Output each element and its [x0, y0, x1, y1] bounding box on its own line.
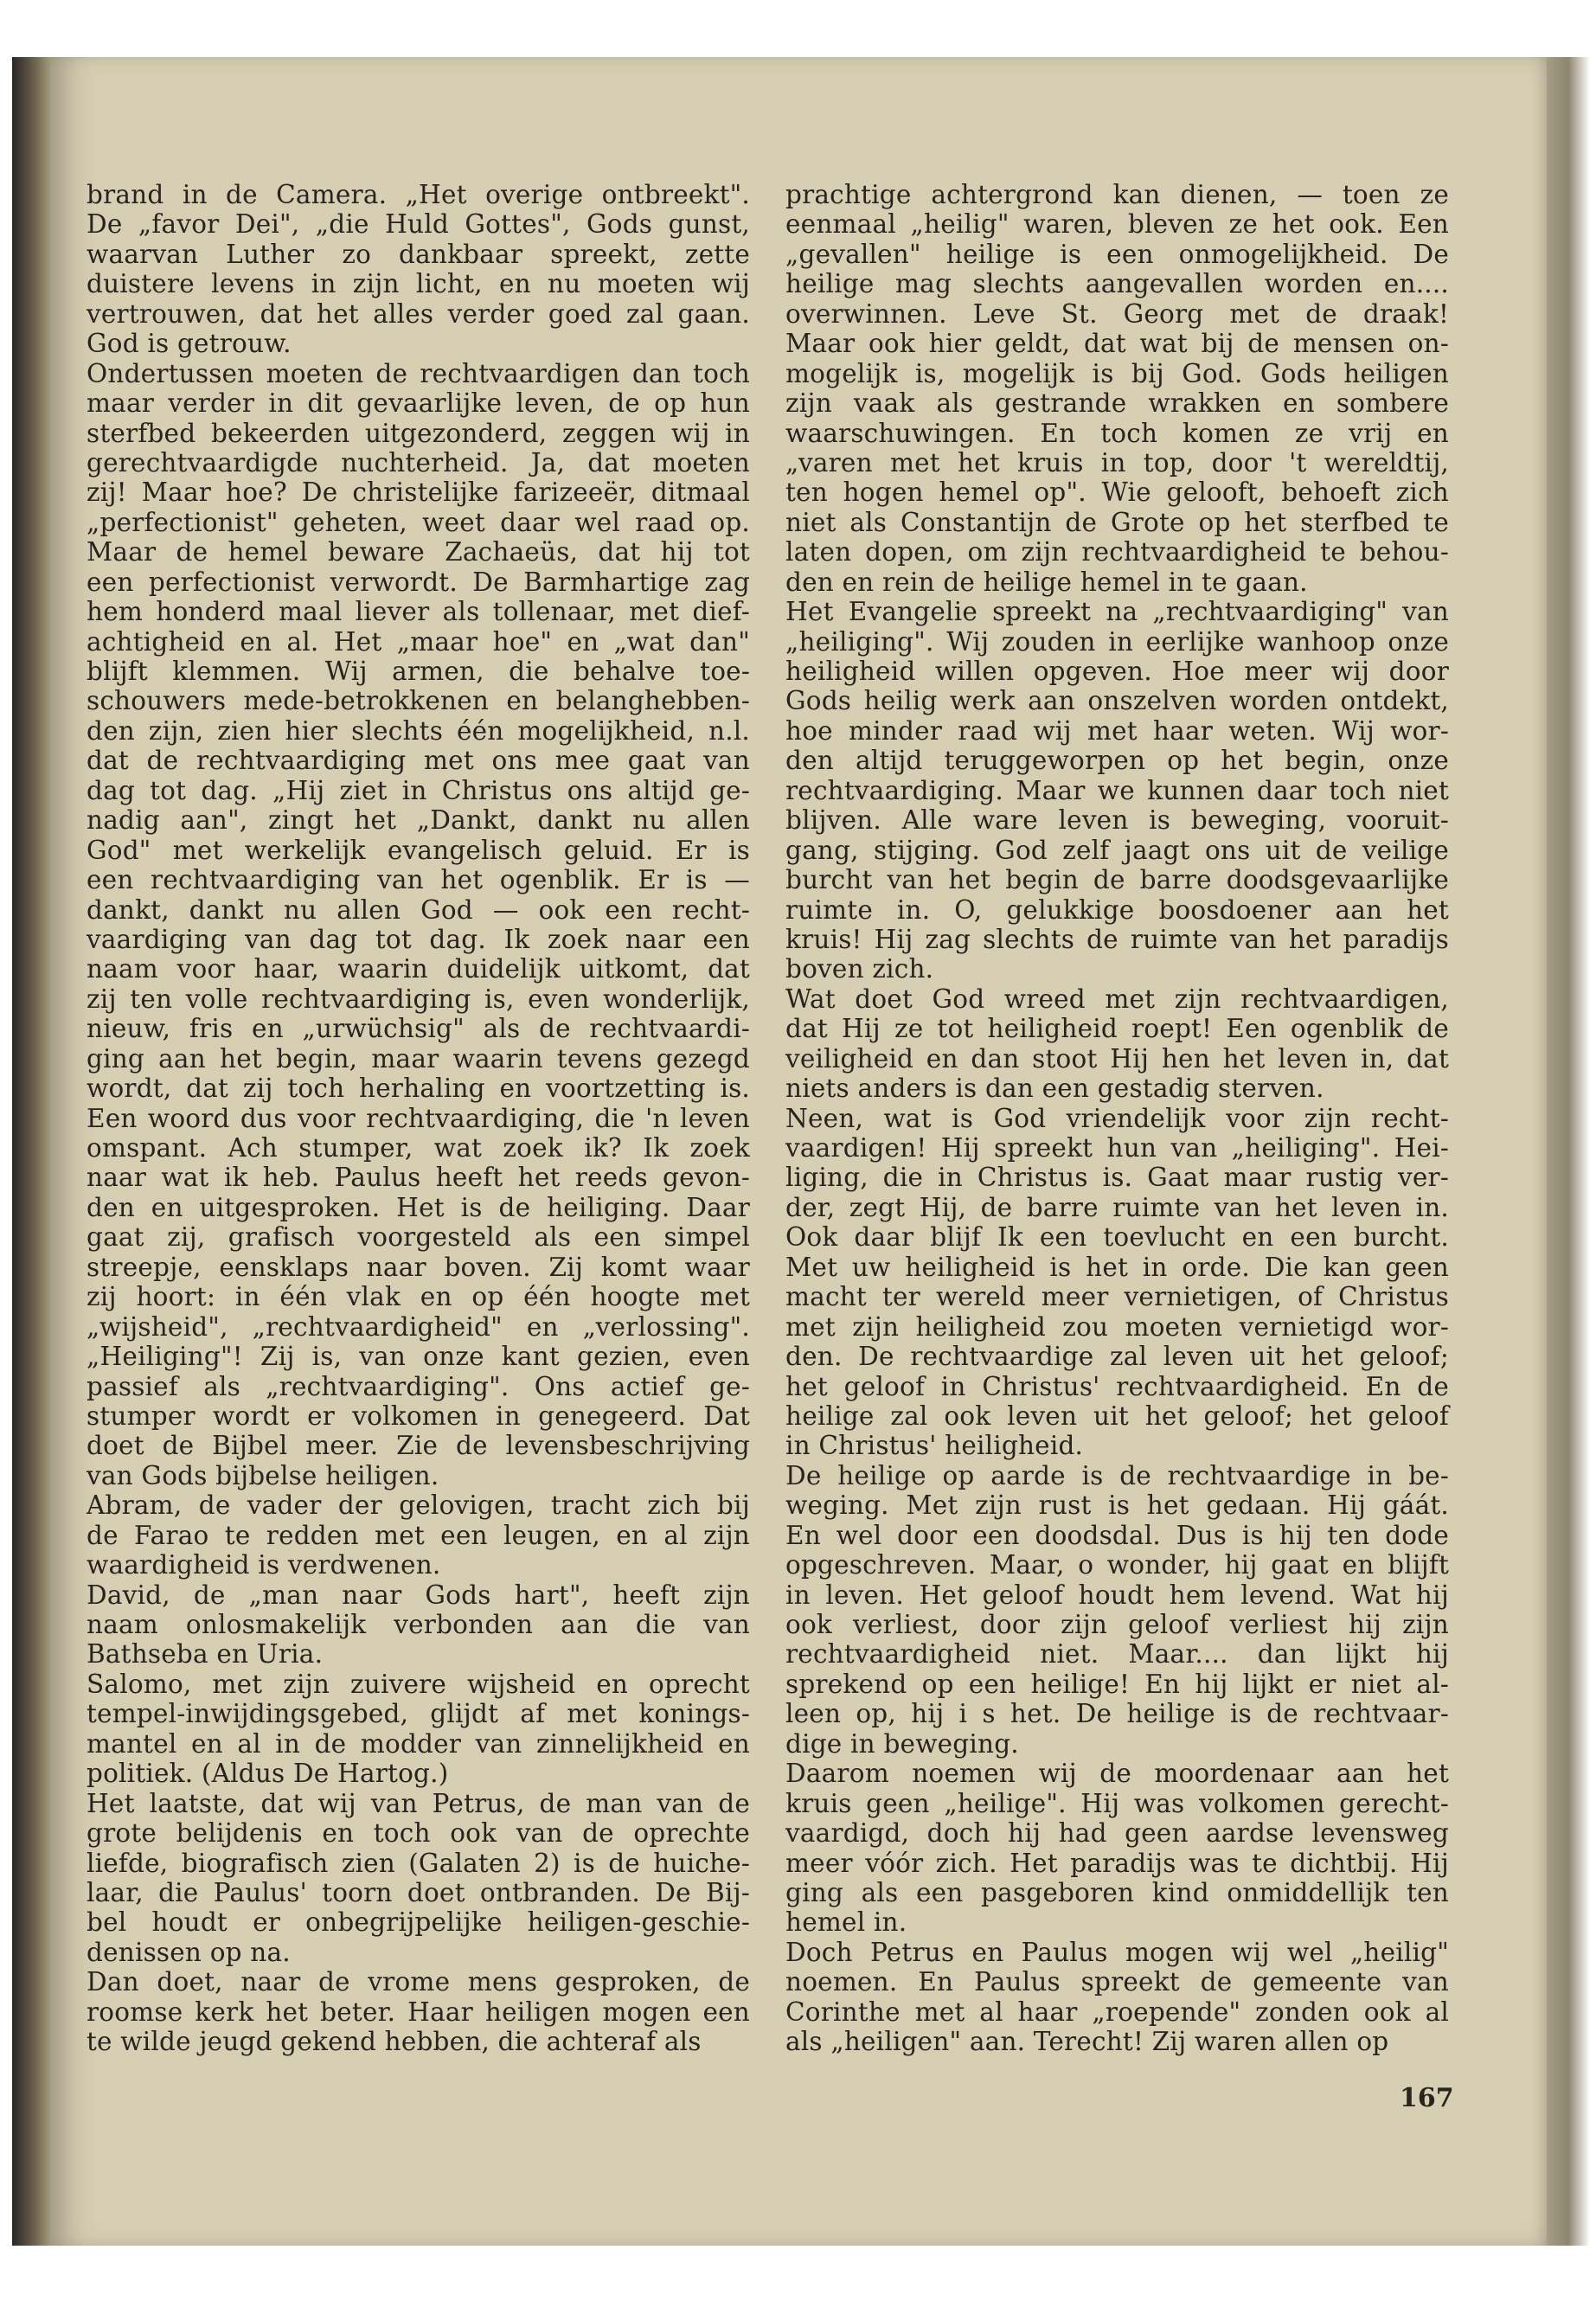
text-line: laar, die Paulus' toorn doet ontbranden. De Bij- — [87, 1877, 750, 1907]
text-line: dige in beweging. — [785, 1728, 1019, 1759]
text-line: mantel en al in de modder van zinnelijkheid en — [87, 1728, 750, 1759]
text-line: een rechtvaardiging van het ogenblik. Er is — — [87, 865, 750, 895]
scan-border — [0, 0, 1596, 57]
text-line: Ook daar blijf Ik een toevlucht en een burcht. — [785, 1222, 1449, 1253]
text-line: „varen met het kruis in top, door 't wereldtij, — [785, 447, 1449, 478]
text-line: boven zich. — [785, 954, 934, 984]
text-line: dankt, dankt nu allen God — ook een recht- — [87, 894, 750, 925]
text-line: opgeschreven. Maar, o wonder, hij gaat en blijft — [785, 1550, 1449, 1580]
text-line: doet de Bijbel meer. Zie de levensbeschrijving — [87, 1431, 750, 1461]
text-line: burcht van het begin de barre doodsgevaarlijke — [785, 865, 1449, 895]
text-line: „perfectionist" geheten, weet daar wel raad op. — [87, 507, 750, 537]
text-line: dag tot dag. „Hij ziet in Christus ons altijd ge- — [87, 775, 750, 805]
text-line: sterfbed bekeerden uitgezonderd, zeggen wij in — [87, 418, 750, 448]
text-line: mogelijk is, mogelijk is bij God. Gods heiligen — [785, 358, 1449, 388]
text-line: den altijd teruggeworpen op het begin, onze — [785, 746, 1449, 776]
text-line: God is getrouw. — [87, 329, 292, 359]
text-line: gang, stijging. God zelf jaagt ons uit de veilige — [785, 835, 1449, 865]
text-line: zij! Maar hoe? De christelijke farizeeër, ditmaal — [87, 478, 750, 508]
text-line: omspant. Ach stumper, wat zoek ik? Ik zoek — [87, 1133, 750, 1163]
text-line: heiligheid willen opgeven. Hoe meer wij door — [785, 657, 1449, 686]
text-line: de Farao te redden met een leugen, en al zijn — [87, 1520, 750, 1550]
text-line: „wijsheid", „rechtvaardigheid" en „verlossing". — [87, 1311, 750, 1342]
text-line: De „favor Dei", „die Huld Gottes", Gods gunst, — [87, 209, 750, 240]
text-line: bel houdt er onbegrijpelijke heiligen-geschie- — [87, 1907, 750, 1938]
text-line: politiek. (Aldus De Hartog.) — [87, 1759, 449, 1789]
text-line: vaardiging van dag tot dag. Ik zoek naar een — [87, 924, 750, 954]
text-line: meer vóór zich. Het paradijs was te dichtbij. Hij — [785, 1848, 1449, 1878]
text-line: den zijn, zien hier slechts één mogelijkheid, n.l. — [87, 715, 750, 746]
text-line: Neen, wat is God vriendelijk voor zijn recht- — [785, 1103, 1449, 1133]
text-line: liefde, biografisch zien (Galaten 2) is de huiche- — [87, 1848, 750, 1878]
text-line: hem honderd maal liever als tollenaar, met dief- — [87, 597, 750, 627]
page-number: 167 — [1400, 2083, 1454, 2113]
text-line: macht ter wereld meer vernietigen, of Christus — [785, 1282, 1449, 1312]
text-line: liging, die in Christus is. Gaat maar rustig ver- — [785, 1163, 1449, 1193]
text-line: vaardigen! Hij spreekt hun van „heiliging". Hei- — [785, 1133, 1449, 1163]
text-line: rechtvaardigheid niet. Maar.... dan lijkt hij — [785, 1639, 1449, 1670]
text-line: overwinnen. Leve St. Georg met de draak! — [785, 298, 1449, 329]
text-line: den en uitgesproken. Het is de heiliging. Daar — [87, 1192, 750, 1222]
text-line: waarschuwingen. En toch komen ze vrij en — [785, 418, 1449, 448]
text-line: Een woord dus voor rechtvaardiging, die 'n leven — [87, 1103, 750, 1133]
text-line: blijft klemmen. Wij armen, die behalve toe- — [87, 657, 750, 686]
text-line: dat de rechtvaardiging met ons mee gaat van — [87, 746, 750, 776]
text-line: Met uw heiligheid is het in orde. Die kan geen — [785, 1252, 1449, 1282]
text-line: zij ten volle rechtvaardiging is, even wonderlijk, — [87, 984, 750, 1014]
text-line: eenmaal „heilig" waren, bleven ze het ook. Een — [785, 209, 1449, 240]
text-line: De heilige op aarde is de rechtvaardige in be- — [785, 1460, 1449, 1490]
text-line: in leven. Het geloof houdt hem levend. Wat hij — [785, 1580, 1449, 1610]
text-line: ging aan het begin, maar waarin tevens gezegd — [87, 1043, 750, 1074]
text-line: het geloof in Christus' rechtvaardigheid. En de — [785, 1371, 1449, 1401]
text-line: „heiliging". Wij zouden in eerlijke wanhoop onze — [785, 626, 1449, 657]
text-line: Dan doet, naar de vrome mens gesproken, de — [87, 1967, 750, 1997]
text-line: hemel in. — [785, 1907, 907, 1938]
text-line: Wat doet God wreed met zijn rechtvaardigen, — [785, 984, 1449, 1014]
text-line: David, de „man naar Gods hart", heeft zijn — [87, 1580, 750, 1610]
text-line: nadig aan", zingt het „Dankt, dankt nu allen — [87, 805, 750, 836]
text-line: achtigheid en al. Het „maar hoe" en „wat dan" — [87, 626, 750, 657]
text-line: Maar ook hier geldt, dat wat bij de mensen on- — [785, 329, 1449, 359]
text-line: vaardigd, doch hij had geen aardse levensweg — [785, 1818, 1449, 1849]
text-line: nieuw, fris en „urwüchsig" als de rechtvaardi- — [87, 1014, 750, 1044]
text-line: „gevallen" heilige is een onmogelijkheid. De — [785, 239, 1449, 269]
text-line: En wel door een doodsdal. Dus is hij ten dode — [785, 1520, 1449, 1550]
text-line: gerechtvaardigde nuchterheid. Ja, dat moeten — [87, 447, 750, 478]
text-line: noemen. En Paulus spreekt de gemeente van — [785, 1967, 1449, 1997]
text-line: Maar de hemel beware Zachaeüs, dat hij tot — [87, 537, 750, 567]
text-line: hoe minder raad wij met haar weten. Wij wor- — [785, 715, 1449, 746]
text-line: vertrouwen, dat het alles verder goed zal gaan. — [87, 298, 750, 329]
text-line: Daarom noemen wij de moordenaar aan het — [785, 1759, 1449, 1789]
text-line: een perfectionist verwordt. De Barmhartige zag — [87, 567, 750, 597]
text-line: stumper wordt er volkomen in genegeerd. Dat — [87, 1400, 750, 1431]
text-line: van Gods bijbelse heiligen. — [87, 1460, 439, 1490]
text-line: Abram, de vader der gelovigen, tracht zich bij — [87, 1490, 750, 1521]
text-line: grote belijdenis en toch ook van de oprechte — [87, 1818, 750, 1849]
text-line: denissen op na. — [87, 1937, 291, 1967]
text-line: ten hogen hemel op". Wie gelooft, behoeft zich — [785, 478, 1449, 508]
text-line: schouwers mede-betrokkenen en belanghebben- — [87, 686, 750, 716]
text-line: ook verliest, door zijn geloof verliest hij zijn — [785, 1610, 1449, 1639]
text-line: Salomo, met zijn zuivere wijsheid en oprecht — [87, 1669, 750, 1699]
text-line: sprekend op een heilige! En hij lijkt er niet al- — [785, 1669, 1449, 1699]
text-line: leen op, hij i s het. De heilige is de rechtvaar- — [785, 1699, 1449, 1729]
text-line: der, zegt Hij, de barre ruimte van het leven in. — [785, 1192, 1449, 1222]
text-line: Gods heilig werk aan onszelven worden ontdekt, — [785, 686, 1449, 716]
text-line: veiligheid en dan stoot Hij hen het leven in, dat — [785, 1043, 1449, 1074]
right-column — [785, 180, 1449, 2057]
text-line: zijn vaak als gestrande wrakken en sombere — [785, 388, 1449, 419]
text-line: heilige zal ook leven uit het geloof; het geloof — [785, 1400, 1449, 1431]
text-line: ruimte in. O, gelukkige boosdoener aan het — [785, 894, 1449, 925]
text-line: waardigheid is verdwenen. — [87, 1550, 441, 1580]
text-line: brand in de Camera. „Het overige ontbreekt". — [87, 180, 750, 209]
text-line: in Christus' heiligheid. — [785, 1431, 1084, 1461]
text-line: Bathseba en Uria. — [87, 1639, 324, 1670]
text-line: passief als „rechtvaardiging". Ons actief ge- — [87, 1371, 750, 1401]
text-line: dat Hij ze tot heiligheid roept! Een ogenblik de — [785, 1014, 1449, 1044]
text-line: niets anders is dan een gestadig sterven. — [785, 1074, 1324, 1104]
text-line: heilige mag slechts aangevallen worden en.... — [785, 269, 1449, 299]
text-line: streepje, eensklaps naar boven. Zij komt waar — [87, 1252, 750, 1282]
left-column — [87, 180, 750, 2057]
page-edge — [1547, 57, 1590, 2246]
text-line: duistere levens in zijn licht, en nu moeten wij — [87, 269, 750, 299]
text-line: kruis! Hij zag slechts de ruimte van het paradijs — [785, 924, 1449, 954]
text-line: gaat zij, grafisch voorgesteld als een simpel — [87, 1222, 750, 1253]
text-line: prachtige achtergrond kan dienen, — toen ze — [785, 180, 1449, 209]
text-line: tempel-inwijdingsgebed, glijdt af met konings- — [87, 1699, 750, 1729]
text-line: Het Evangelie spreekt na „rechtvaardiging" van — [785, 597, 1449, 627]
text-line: met zijn heiligheid zou moeten vernietigd wor- — [785, 1311, 1449, 1342]
text-line: kruis geen „heilige". Hij was volkomen gerecht- — [785, 1788, 1449, 1818]
text-line: te wilde jeugd gekend hebben, die achteraf als — [87, 2027, 702, 2057]
text-line: als „heiligen" aan. Terecht! Zij waren allen op — [785, 2027, 1389, 2057]
text-line: roomse kerk het beter. Haar heiligen mogen een — [87, 1997, 750, 2027]
text-line: ging als een pasgeboren kind onmiddellijk ten — [785, 1877, 1449, 1907]
text-line: maar verder in dit gevaarlijke leven, de op hun — [87, 388, 750, 419]
text-line: wordt, dat zij toch herhaling en voortzetting is. — [87, 1074, 750, 1104]
text-line: God" met werkelijk evangelisch geluid. Er is — [87, 835, 750, 865]
text-line: den en rein de heilige hemel in te gaan. — [785, 567, 1308, 597]
text-line: niet als Constantijn de Grote op het sterfbed te — [785, 507, 1449, 537]
text-line: den. De rechtvaardige zal leven uit het geloof; — [785, 1342, 1449, 1372]
text-line: Doch Petrus en Paulus mogen wij wel „heilig" — [785, 1937, 1449, 1967]
text-line: weging. Met zijn rust is het gedaan. Hij gáát. — [785, 1490, 1449, 1521]
text-line: „Heiliging"! Zij is, van onze kant gezien, even — [87, 1342, 750, 1372]
text-line: naam onlosmakelijk verbonden aan die van — [87, 1610, 750, 1639]
text-line: Ondertussen moeten de rechtvaardigen dan toch — [87, 358, 750, 388]
text-line: rechtvaardiging. Maar we kunnen daar toch niet — [785, 775, 1449, 805]
text-line: naar wat ik heb. Paulus heeft het reeds gevon- — [87, 1163, 750, 1193]
text-line: waarvan Luther zo dankbaar spreekt, zette — [87, 239, 750, 269]
book-binding — [12, 57, 50, 2246]
text-line: blijven. Alle ware leven is beweging, vooruit- — [785, 805, 1449, 836]
text-line: Corinthe met al haar „roepende" zonden ook al — [785, 1997, 1449, 2027]
text-line: zij hoort: in één vlak en op één hoogte met — [87, 1282, 750, 1312]
text-line: Het laatste, dat wij van Petrus, de man van de — [87, 1788, 750, 1818]
text-line: naam voor haar, waarin duidelijk uitkomt, dat — [87, 954, 750, 984]
text-line: laten dopen, om zijn rechtvaardigheid te behou- — [785, 537, 1449, 567]
